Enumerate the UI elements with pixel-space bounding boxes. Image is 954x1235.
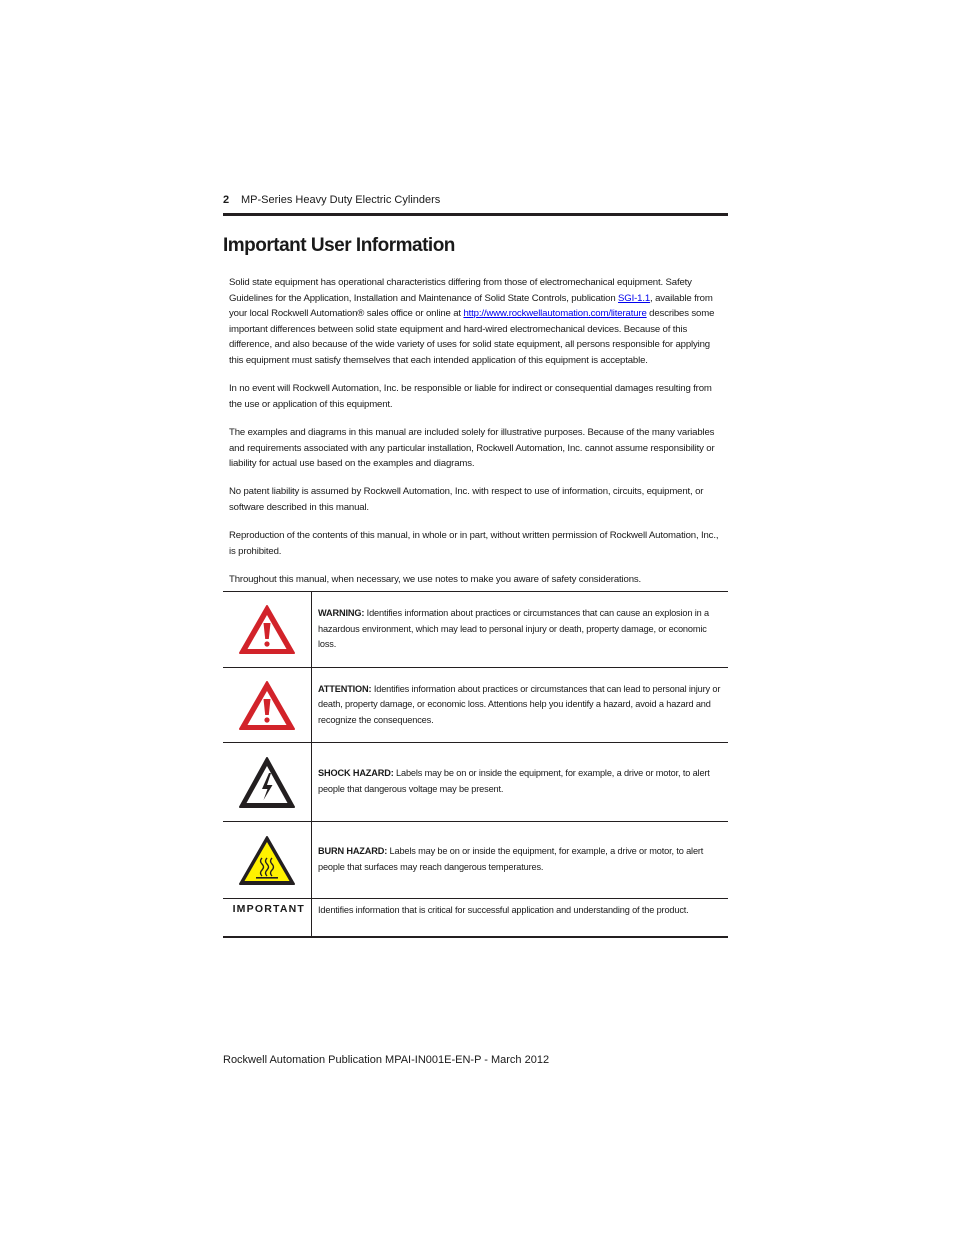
page-title: Important User Information — [223, 235, 455, 256]
important-label: IMPORTANT — [223, 899, 312, 938]
page-footer: Rockwell Automation Publication MPAI-IN001E-EN-P - March 2012 — [223, 1054, 550, 1066]
sgi-publication-link[interactable]: SGI-1.1 — [618, 292, 651, 304]
attention-icon-cell — [223, 668, 312, 743]
warning-label: WARNING: — [318, 608, 365, 619]
shock-text-cell — [312, 743, 729, 822]
warning-row — [223, 592, 728, 668]
burn-icon-cell — [223, 822, 312, 899]
attention-text: Identifies information about practices or circumstances that can lead to personal injury or death, property damage, or economic loss. Attentions help you identify a hazard, avoid a hazard and recognize the consequences. — [318, 683, 721, 725]
shock-hazard-row — [223, 743, 728, 822]
running-title: MP-Series Heavy Duty Electric Cylinders — [241, 194, 441, 206]
paragraph-safety-guidelines — [229, 275, 721, 369]
shock-text: Labels may be on or inside the equipment, for example, a drive or motor, to alert people that dangerous voltage may be present. — [318, 768, 710, 794]
burn-text: Labels may be on or inside the equipment, for example, a drive or motor, to alert people that surfaces may reach dangerous temperatures. — [318, 846, 704, 872]
shock-icon-cell — [223, 743, 312, 822]
page-number: 2 — [223, 194, 230, 206]
safety-notes-table — [223, 591, 728, 938]
attention-text-cell — [312, 668, 729, 743]
paragraph-text: , available from your local Rockwell Automation® sales office or online at — [229, 292, 713, 320]
warning-text-cell — [312, 592, 729, 668]
attention-row — [223, 668, 728, 743]
paragraph-liability: In no event will Rockwell Automation, Inc. be responsible or liable for indirect or consequential damages resulting from the use or application of this equipment. — [229, 383, 712, 410]
warning-triangle-icon — [238, 604, 296, 655]
paragraph-reproduction: Reproduction of the contents of this manual, in whole or in part, without written permission of Rockwell Automation, Inc., is prohibited. — [229, 530, 719, 557]
body-text — [229, 275, 721, 600]
important-row — [223, 899, 728, 938]
literature-url-link[interactable]: http://www.rockwellautomation.com/literature — [463, 308, 647, 320]
important-text: Identifies information that is critical for successful application and understanding of the product. — [312, 899, 729, 938]
shock-hazard-icon — [238, 756, 296, 809]
burn-label: BURN HAZARD: — [318, 846, 388, 857]
burn-text-cell — [312, 822, 729, 899]
burn-hazard-row — [223, 822, 728, 899]
attention-label: ATTENTION: — [318, 683, 372, 694]
burn-hazard-icon — [238, 835, 296, 886]
paragraph-text: describes some important differences between solid state equipment and hard-wired electromechanical devices. Because of this difference, and also because of the wide variety of uses for solid state equipment, all persons responsible for applying this equipment must satisfy themselves that each intended application of this equipment is acceptable. — [229, 308, 715, 366]
warning-text: Identifies information about practices or circumstances that can cause an explosion in a hazardous environment, which may lead to personal injury or death, property damage, or economic loss. — [318, 608, 709, 650]
paragraph-notes-intro: Throughout this manual, when necessary, we use notes to make you aware of safety considerations. — [229, 573, 642, 585]
paragraph-patent: No patent liability is assumed by Rockwell Automation, Inc. with respect to use of information, circuits, equipment, or software described in this manual. — [229, 486, 704, 513]
attention-triangle-icon — [238, 680, 296, 731]
paragraph-examples: The examples and diagrams in this manual are included solely for illustrative purposes. Because of the many variables and requirements associated with any particular installation, Rockwell Automation, Inc. cannot assume responsibility or liability for actual use based on the examples and diagrams. — [229, 426, 715, 470]
page-header — [223, 192, 728, 216]
paragraph-text: Solid state equipment has operational characteristics differing from those of electromechanical equipment. Safety Guidelines for the Application, Installation and Maintenance of Solid State Controls, publication — [229, 277, 692, 304]
shock-label: SHOCK HAZARD: — [318, 768, 394, 779]
warning-icon-cell — [223, 592, 312, 668]
